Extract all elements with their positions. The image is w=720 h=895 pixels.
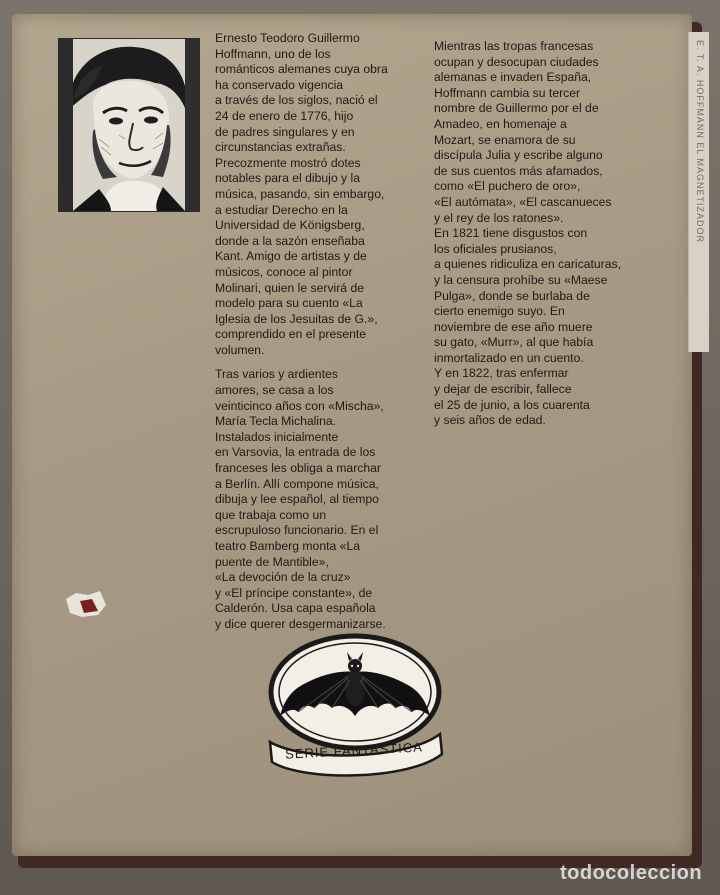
paragraph-gap xyxy=(215,358,388,367)
biography-column-2 xyxy=(434,39,621,429)
text-line: volumen. xyxy=(215,342,265,357)
text-line: En 1821 tiene disgustos con xyxy=(434,226,588,241)
text-line: músicos, conoce al pintor xyxy=(215,264,353,279)
text-line: franceses les obliga a marchar xyxy=(215,461,381,476)
text-line: a Berlín. Allí compone música, xyxy=(215,476,379,491)
text-line: y «El príncipe constante», de xyxy=(215,585,373,600)
text-line: «El autómata», «El cascanueces xyxy=(434,194,612,209)
text-line: 24 de enero de 1776, hijo xyxy=(215,108,354,123)
text-line: de padres singulares y en xyxy=(215,124,355,139)
text-line: escrupuloso funcionario. En el xyxy=(215,523,379,538)
text-line: Hoffmann, uno de los xyxy=(215,46,331,61)
text-line: Molinari, quien le servirá de xyxy=(215,280,365,295)
text-line: cierto enemigo suyo. En xyxy=(434,304,565,319)
text-line: a través de los siglos, nació el xyxy=(215,93,378,108)
author-portrait xyxy=(58,38,200,212)
text-line: «La devoción de la cruz» xyxy=(215,570,351,585)
text-line: amores, se casa a los xyxy=(215,383,334,398)
text-line: y dejar de escribir, fallece xyxy=(434,382,572,397)
text-line: notables para el dibujo y la xyxy=(215,171,360,186)
text-line: Ernesto Teodoro Guillermo xyxy=(215,31,360,45)
biography-column-1 xyxy=(215,31,388,633)
text-line: ocupan y desocupan ciudades xyxy=(434,54,599,69)
text-line: los oficiales prusianos, xyxy=(434,241,557,256)
series-caption: SERIE FANTASTICA xyxy=(284,739,424,762)
text-line: música, pasando, sin embargo, xyxy=(215,186,385,201)
text-line: y dice querer desgermanizarse. xyxy=(215,616,386,631)
text-line: en Varsovia, la entrada de los xyxy=(215,445,376,460)
watermark: todocoleccion xyxy=(560,862,703,884)
text-line: veinticinco años con «Mischa», xyxy=(215,398,384,413)
torn-cover-spot xyxy=(62,585,108,621)
text-line: Amadeo, en homenaje a xyxy=(434,116,567,131)
text-line: a estudiar Derecho en la xyxy=(215,202,348,217)
text-line: discípula Julia y escribe alguno xyxy=(434,148,603,163)
text-line: románticos alemanes cuya obra xyxy=(215,62,388,77)
text-line: puente de Mantible», xyxy=(215,554,329,569)
text-line: Pulga», donde se burlaba de xyxy=(434,288,590,303)
text-line: Tras varios y ardientes xyxy=(215,367,338,382)
text-line: dibuja y lee español, al tiempo xyxy=(215,492,379,507)
portrait-engraving xyxy=(59,39,199,211)
text-line: y seis años de edad. xyxy=(434,413,546,428)
text-line: Calderón. Usa capa española xyxy=(215,601,376,616)
text-line: comprendido en el presente xyxy=(215,327,367,342)
text-line: Mozart, se enamora de su xyxy=(434,132,576,147)
text-line: circunstancias extrañas. xyxy=(215,140,346,155)
text-line: María Tecla Michalina. xyxy=(215,414,337,429)
text-line: Universidad de Königsberg, xyxy=(215,218,365,233)
text-line: ha conservado vigencia xyxy=(215,77,344,92)
text-line: Y en 1822, tras enfermar xyxy=(434,366,569,381)
text-line: Hoffmann cambia su tercer xyxy=(434,85,581,100)
spine-text: E. T. A. HOFFMANN EL MAGNETIZADOR xyxy=(695,40,705,244)
text-line: noviembre de ese año muere xyxy=(434,319,593,334)
text-line: que trabaja como un xyxy=(215,507,327,522)
text-line: su gato, «Murr», al que había xyxy=(434,335,594,350)
text-line: Instalados inicialmente xyxy=(215,429,339,444)
text-line: Kant. Amigo de artistas y de xyxy=(215,249,367,264)
text-line: y la censura prohíbe su «Maese xyxy=(434,272,608,287)
text-line: como «El puchero de oro», xyxy=(434,179,581,194)
text-line: Precozmente mostró dotes xyxy=(215,155,361,170)
text-line: nombre de Guillermo por el de xyxy=(434,101,599,116)
text-line: de sus cuentos más afamados, xyxy=(434,163,603,178)
text-line: alemanas e invaden España, xyxy=(434,70,592,85)
text-line: inmortalizado en un cuento. xyxy=(434,350,584,365)
text-line: donde a la sazón enseñaba xyxy=(215,233,365,248)
text-line: Mientras las tropas francesas xyxy=(434,39,594,53)
text-line: modelo para su cuento «La xyxy=(215,296,363,311)
text-line: a quienes ridiculiza en caricaturas, xyxy=(434,257,621,272)
text-line: y el rey de los ratones». xyxy=(434,210,564,225)
text-line: Iglesia de los Jesuitas de G.», xyxy=(215,311,378,326)
text-line: teatro Bamberg monta «La xyxy=(215,539,360,553)
text-line: el 25 de junio, a los cuarenta xyxy=(434,397,590,412)
